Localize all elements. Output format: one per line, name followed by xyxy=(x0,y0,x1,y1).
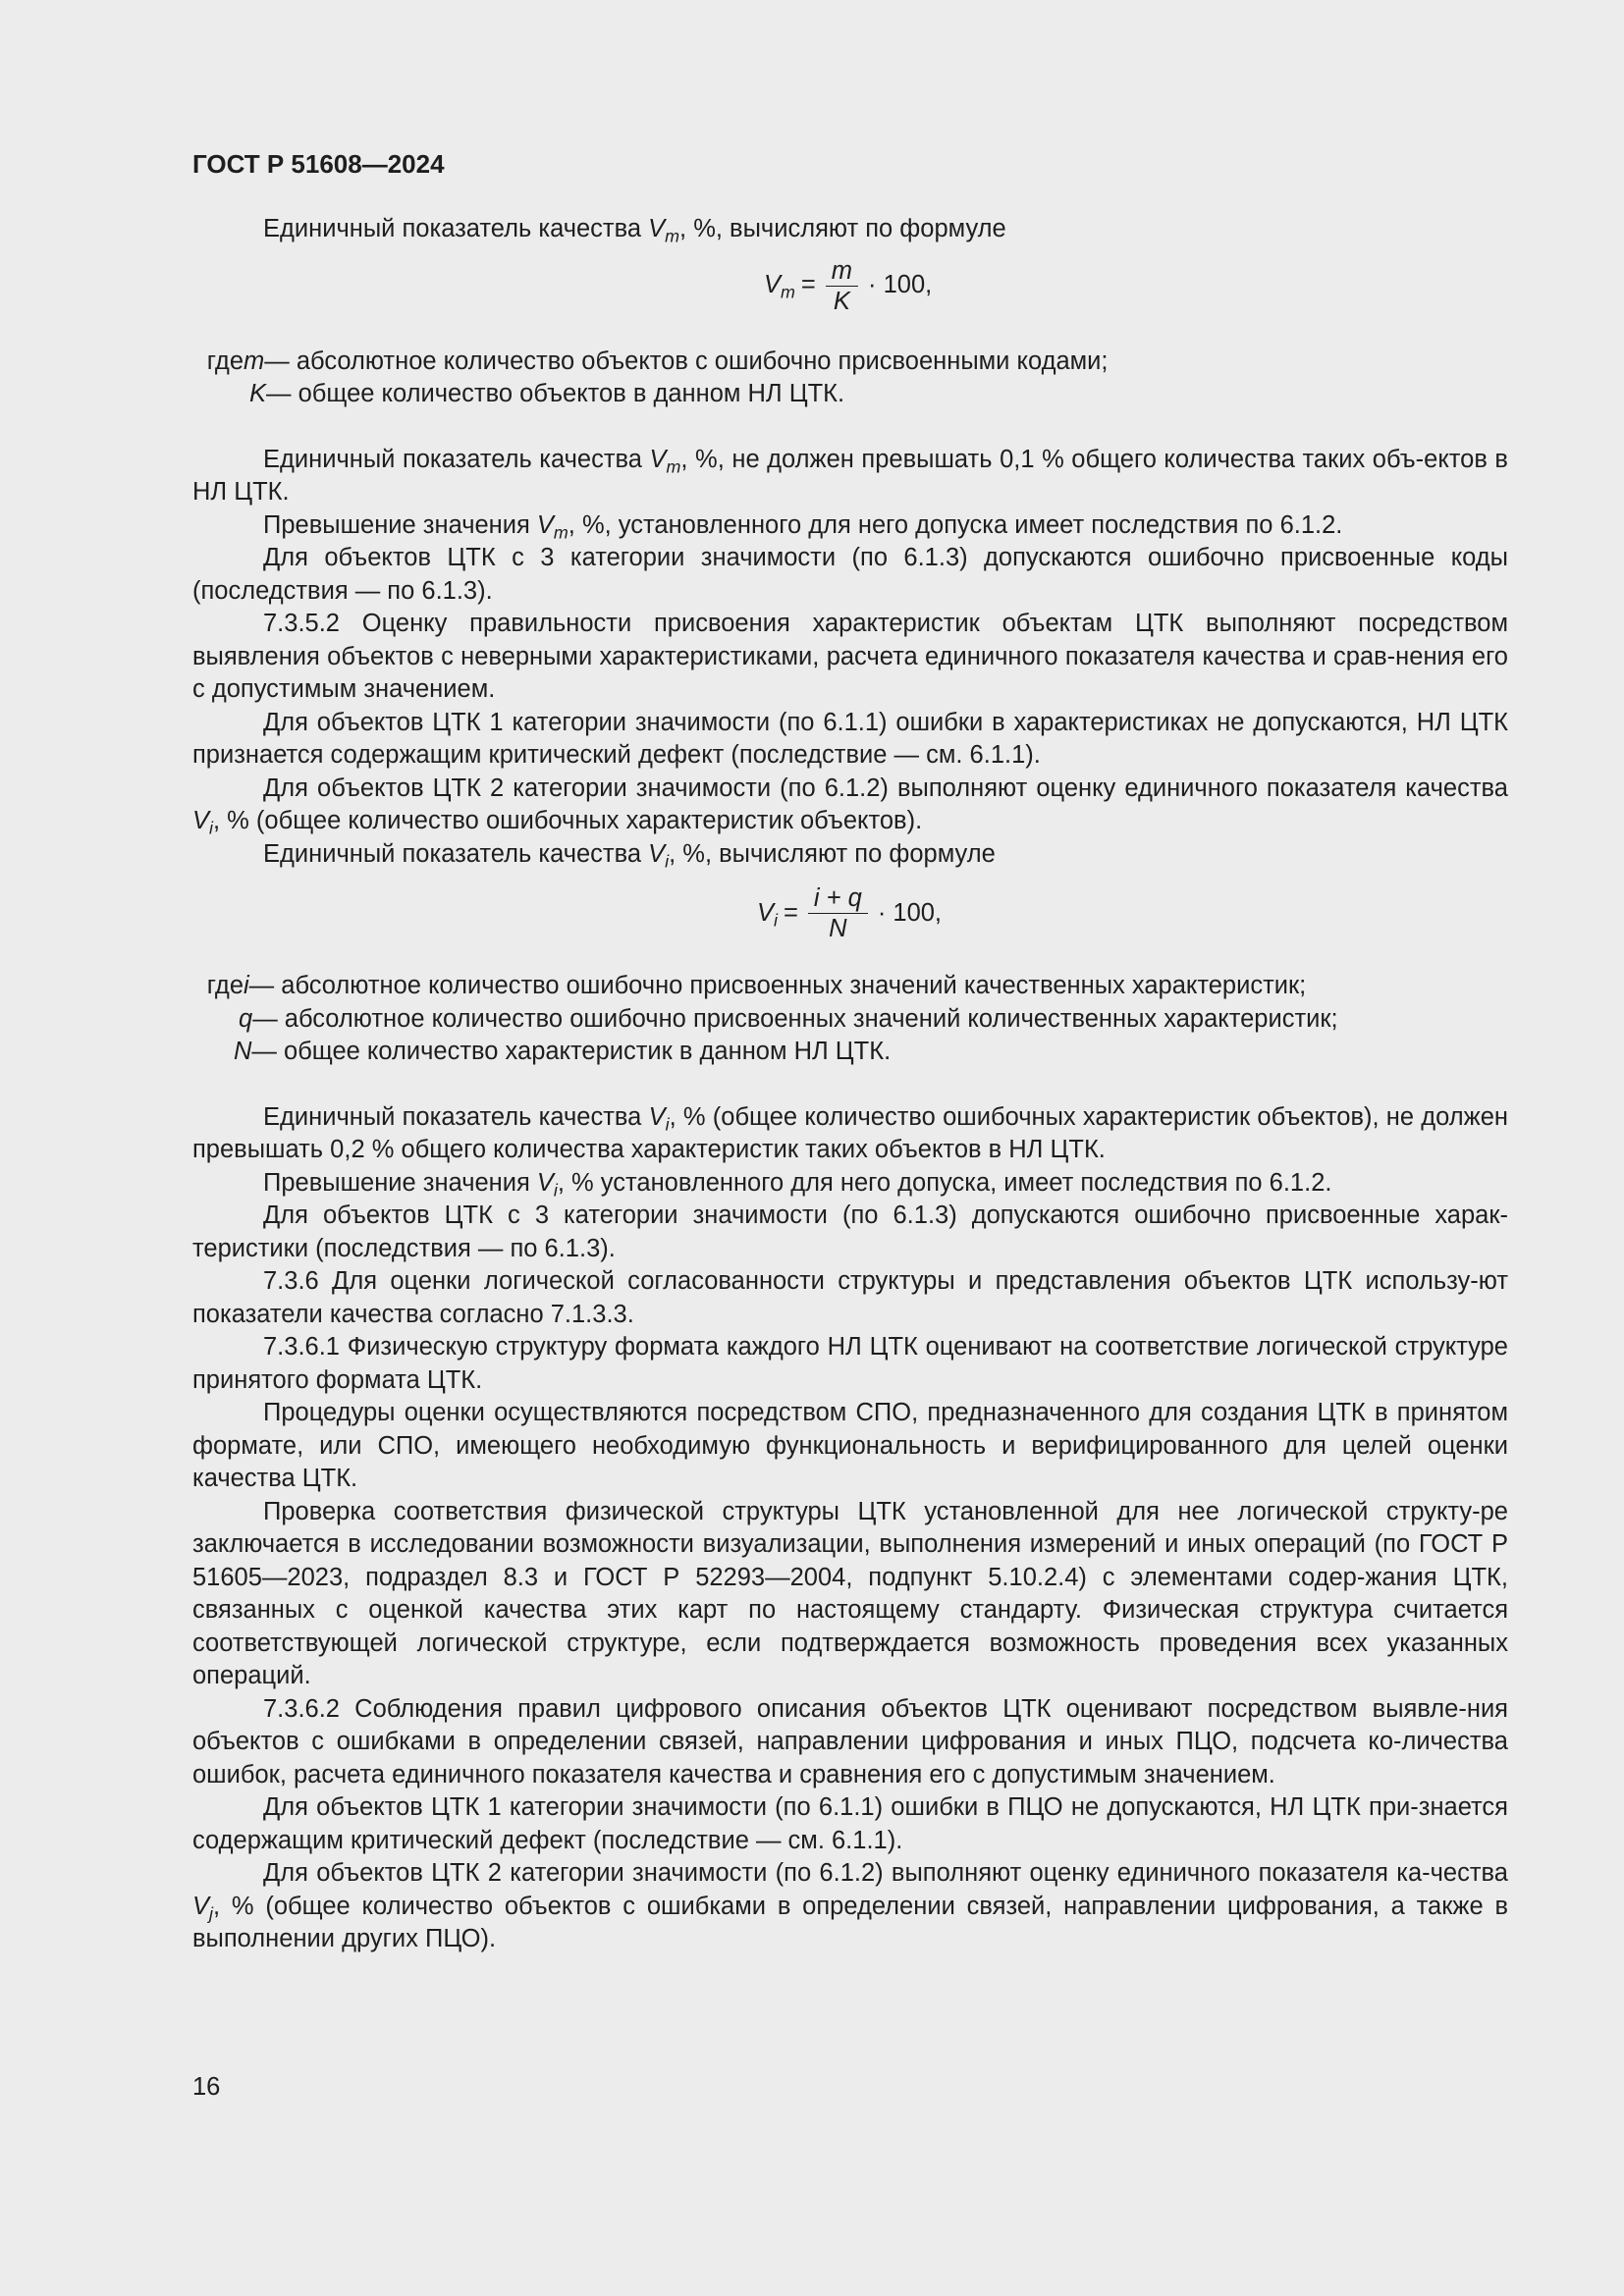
symbol: V xyxy=(536,1168,554,1197)
where-row xyxy=(192,970,1508,1003)
fraction xyxy=(826,256,858,316)
equals-sign: = xyxy=(800,271,816,299)
formula-lhs-sub: i xyxy=(774,910,778,931)
where-row xyxy=(192,1003,1508,1037)
variable-definition: — общее количество характеристик в данном НЛ ЦТК. xyxy=(251,1038,892,1065)
paragraph-7-3-6: 7.3.6 Для оценки логической согласованности структуры и представления объектов ЦТК использу-ют показатели качества согласно 7.1.3.3. xyxy=(192,1267,1508,1328)
document-header: ГОСТ Р 51608—2024 xyxy=(192,149,445,179)
text: , %, вычисляют по формуле xyxy=(669,839,996,868)
subscript: i xyxy=(665,1113,670,1134)
variable-symbol: m xyxy=(244,347,265,375)
paragraph-vi-intro xyxy=(192,838,1508,872)
formula-vi xyxy=(192,871,1508,970)
symbol: V xyxy=(649,445,667,473)
text: Единичный показатель качества xyxy=(263,839,649,868)
text: , % (общее количество ошибочных характеристик объектов). xyxy=(212,807,923,834)
text: Превышение значения xyxy=(263,510,537,539)
formula-lhs: V xyxy=(764,271,782,299)
text: Единичный показатель качества xyxy=(263,215,649,242)
numerator: i + q xyxy=(813,884,862,912)
paragraph-7-3-5-2: 7.3.5.2 Оценку правильности присвоения характеристик объектам ЦТК выполняют посредством выявления объектов с неверными характеристиками, расчета единичного показателя качества и срав-нения его с допустимым значением. xyxy=(192,610,1508,703)
formula-vm xyxy=(192,246,1508,346)
variable-definition: — абсолютное количество ошибочно присвоенных значений качественных характеристик; xyxy=(248,972,1307,999)
paragraph-7-3-6-1: 7.3.6.1 Физическую структуру формата каждого НЛ ЦТК оценивают на соответствие логической структуре принятого формата ЦТК. xyxy=(192,1333,1508,1394)
symbol: V xyxy=(648,839,666,868)
denominator: K xyxy=(833,287,850,315)
paragraph-procedures: Процедуры оценки осуществляются посредством СПО, предназначенного для создания ЦТК в принятом формате, или СПО, имеющего необходимую функциональность и верифицированного для целей оценки качества ЦТК. xyxy=(192,1399,1508,1492)
subscript: m xyxy=(553,521,568,542)
variable-symbol: i xyxy=(244,972,249,999)
text: , %, не должен превышать 0,1 % общего количества таких объ-ектов в НЛ ЦТК. xyxy=(192,445,1508,506)
paragraph-cat1-characteristics: Для объектов ЦТК 1 категории значимости (по 6.1.1) ошибки в характеристиках не допускаются, НЛ ЦТК признается содержащим критический дефект (последствие — см. 6.1.1). xyxy=(192,708,1508,769)
text: Для объектов ЦТК 2 категории значимости (по 6.1.2) выполняют оценку единичного показателя качества xyxy=(263,774,1508,802)
paragraph-structure-check: Проверка соответствия физической структуры ЦТК установленной для нее логической структу-ре заключается в исследовании возможности визуализации, выполнения измерений и иных операций (по ГОСТ Р 51605—2023, подраздел 8.3 и ГОСТ Р 52293—2004, подпункт 5.10.2.4) с элементами содер-жания ЦТК, связанных с оценкой качества этих карт по настоящему стандарту. Физическая структура считается соответствующей логической структуре, если подтверждается возможность проведения всех указанных операций. xyxy=(192,1497,1508,1689)
subscript: i xyxy=(553,1179,558,1200)
page-number: 16 xyxy=(192,2073,221,2101)
paragraph-cat3-codes: Для объектов ЦТК с 3 категории значимости (по 6.1.3) допускаются ошибочно присвоенные коды (последствия — по 6.1.3). xyxy=(192,544,1508,605)
text: , % установленного для него допуска, имеет последствия по 6.1.2. xyxy=(557,1168,1332,1197)
text: Для объектов ЦТК 2 категории значимости (по 6.1.2) выполняют оценку единичного показателя ка-чества xyxy=(263,1859,1508,1887)
paragraph-vm-limit xyxy=(192,444,1508,509)
multiplier: · 100, xyxy=(877,898,943,927)
variable-definition: — общее количество объектов в данном НЛ ЦТК. xyxy=(266,380,845,407)
paragraph-vi-exceed xyxy=(192,1167,1508,1201)
text: Единичный показатель качества xyxy=(263,445,650,473)
variable-symbol: q xyxy=(239,1004,253,1033)
variable-definition: — абсолютное количество объектов с ошибочно присвоенными кодами; xyxy=(264,347,1109,375)
paragraph-vi-limit xyxy=(192,1101,1508,1167)
fraction xyxy=(808,883,868,943)
variable-symbol: N xyxy=(234,1038,252,1065)
symbol: V xyxy=(648,1102,666,1131)
paragraph-7-3-6-2: 7.3.6.2 Соблюдения правил цифрового описания объектов ЦТК оценивают посредством выявле-ния объектов с ошибками в определении связей, направлении цифрования и иных ПЦО, подсчета ко-личества ошибок, расчета единичного показателя качества и сравнения его с допустимым значением. xyxy=(192,1694,1508,1789)
subscript: i xyxy=(209,818,213,838)
where-lead: где xyxy=(206,972,244,999)
formula-lhs-sub: m xyxy=(781,282,795,302)
numerator: m xyxy=(831,256,853,285)
text: , %, вычисляют по формуле xyxy=(679,215,1006,242)
symbol: V xyxy=(648,215,666,242)
variable-definition: — абсолютное количество ошибочно присвоенных значений количественных характеристик; xyxy=(252,1004,1338,1033)
subscript: j xyxy=(209,1902,213,1923)
text: , % (общее количество объектов с ошибками в определении связей, направлении цифрования, а также в выполнении других ПЦО). xyxy=(192,1892,1508,1952)
variable-symbol: K xyxy=(249,380,267,407)
formula-lhs: V xyxy=(757,898,775,927)
where-list-vm xyxy=(192,346,1508,411)
paragraph-cat2-characteristics xyxy=(192,773,1508,838)
where-row xyxy=(192,346,1508,379)
document-page xyxy=(192,147,1508,1956)
paragraph-vm-intro xyxy=(192,213,1508,246)
symbol: V xyxy=(192,1892,210,1920)
equals-sign: = xyxy=(783,898,798,927)
subscript: m xyxy=(666,455,681,476)
text: , % (общее количество ошибочных характеристик объектов), не должен превышать 0,2 % общего количества характеристик таких объектов в НЛ ЦТК. xyxy=(192,1102,1509,1163)
paragraph-cat3-characteristics: Для объектов ЦТК с 3 категории значимости (по 6.1.3) допускаются ошибочно присвоенные харак-теристики (последствия — по 6.1.3). xyxy=(192,1201,1508,1262)
symbol: V xyxy=(192,807,210,834)
where-lead: где xyxy=(206,347,244,375)
where-list-vi xyxy=(192,970,1508,1069)
paragraph-cat2-pco xyxy=(192,1857,1508,1956)
text: , %, установленного для него допуска имеет последствия по 6.1.2. xyxy=(568,510,1343,539)
subscript: m xyxy=(665,226,680,246)
where-row xyxy=(192,1036,1508,1069)
symbol: V xyxy=(536,510,554,539)
paragraph-cat1-pco: Для объектов ЦТК 1 категории значимости (по 6.1.1) ошибки в ПЦО не допускаются, НЛ ЦТК при-знается содержащим критический дефект (последствие — см. 6.1.1). xyxy=(192,1793,1508,1854)
subscript: i xyxy=(665,850,670,871)
denominator: N xyxy=(829,915,847,942)
multiplier: · 100, xyxy=(868,271,933,299)
text: Единичный показатель качества xyxy=(263,1102,649,1131)
where-row xyxy=(192,378,1508,411)
text: Превышение значения xyxy=(263,1168,537,1197)
paragraph-vm-exceed xyxy=(192,509,1508,543)
